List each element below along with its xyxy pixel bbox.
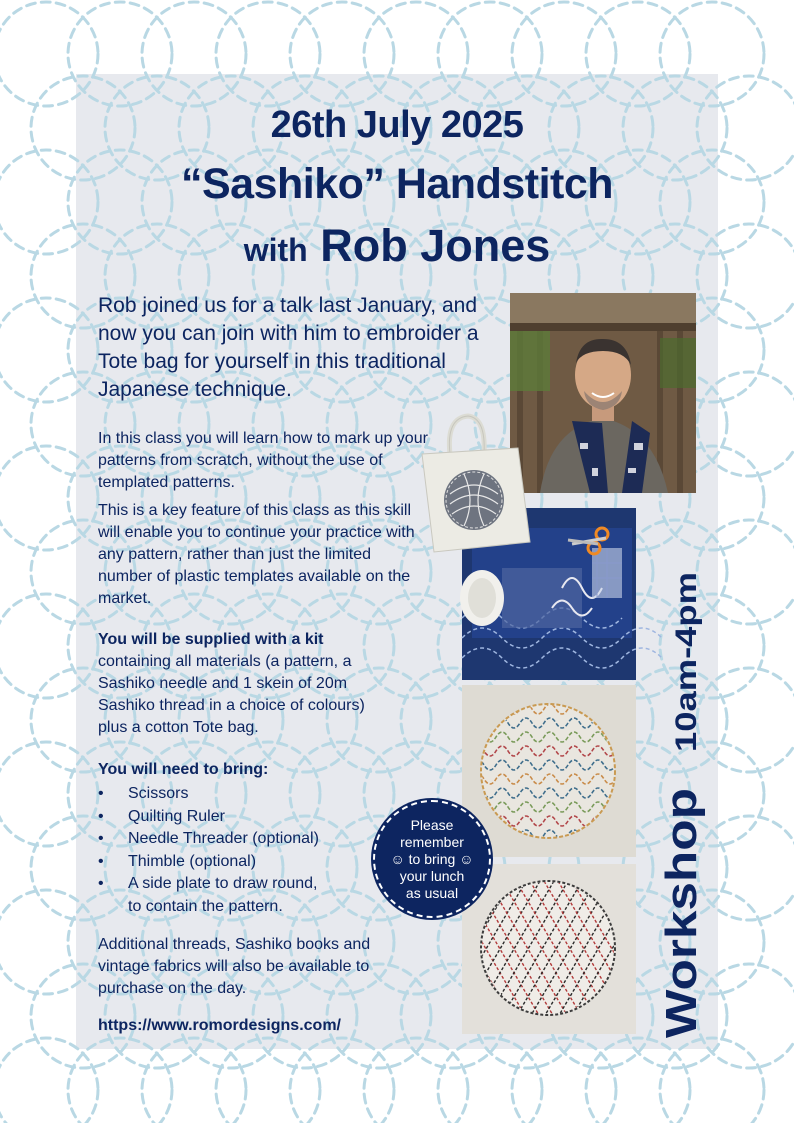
poster xyxy=(76,74,718,1049)
list-item-text: A side plate to draw round, xyxy=(128,875,318,892)
key-feature-paragraph: This is a key feature of this class as this skill will enable you to continue your practice with any pattern, rather than just the limited number of plastic templates available on the market. xyxy=(98,502,415,607)
kit-lead: You will be supplied with a kit xyxy=(98,631,324,648)
intro-paragraph: Rob joined us for a talk last January, and now you can join with him to embroider a Tote bag for yourself in this traditional Japanese technique. xyxy=(98,294,479,401)
bullet: • xyxy=(98,852,104,870)
badge-line: as usual xyxy=(405,884,459,901)
list-item-continuation: to contain the pattern. xyxy=(128,897,283,915)
list-item-text: Quilting Ruler xyxy=(128,807,225,825)
list-item xyxy=(98,828,398,851)
event-date: 26th July 2025 xyxy=(270,104,524,146)
with-word: with xyxy=(243,232,308,268)
list-item xyxy=(98,873,398,918)
list-item xyxy=(98,851,398,874)
workshop-time: 10am-4pm xyxy=(670,603,703,752)
bullet: • xyxy=(98,785,104,802)
bring-list xyxy=(98,783,398,918)
class-description: In this class you will learn how to mark up your patterns from scratch, without the use of templated patterns. xyxy=(98,430,428,491)
list-item-text: Scissors xyxy=(128,785,189,802)
host-line xyxy=(76,220,718,272)
badge-line: ☺ to bring ☺ xyxy=(390,850,474,867)
host-name: Rob Jones xyxy=(320,220,551,271)
workshop-title: “Sashiko” Handstitch xyxy=(180,160,614,208)
badge-line: remember xyxy=(400,833,464,850)
workshop-word: Workshop xyxy=(657,823,706,1038)
tote-bag-photo xyxy=(416,414,534,554)
kit-details: containing all materials (a pattern, a Sashiko needle and 1 skein of 20m Sashiko thread in a choice of colours) plus a cotton Tote bag. xyxy=(98,653,365,736)
list-item xyxy=(98,783,398,806)
badge-line: Please xyxy=(410,816,454,833)
website-link[interactable]: https://www.romordesigns.com/ xyxy=(98,1017,341,1034)
list-item xyxy=(98,806,398,829)
bring-title: You will need to bring: xyxy=(98,761,269,778)
lunch-reminder-badge xyxy=(373,800,491,918)
workshop-time-label xyxy=(657,552,706,1040)
kit-paragraph xyxy=(98,629,398,739)
portrait-photo xyxy=(510,293,696,493)
list-item-text: Needle Threader (optional) xyxy=(128,830,319,847)
bullet: • xyxy=(98,875,104,892)
additional-paragraph: Additional threads, Sashiko books and vintage fabrics will also be available to purchase on the day. xyxy=(98,936,371,997)
bullet: • xyxy=(98,807,104,825)
bullet: • xyxy=(98,830,104,847)
list-item-text: Thimble (optional) xyxy=(128,852,257,870)
badge-line: your lunch xyxy=(399,867,465,884)
